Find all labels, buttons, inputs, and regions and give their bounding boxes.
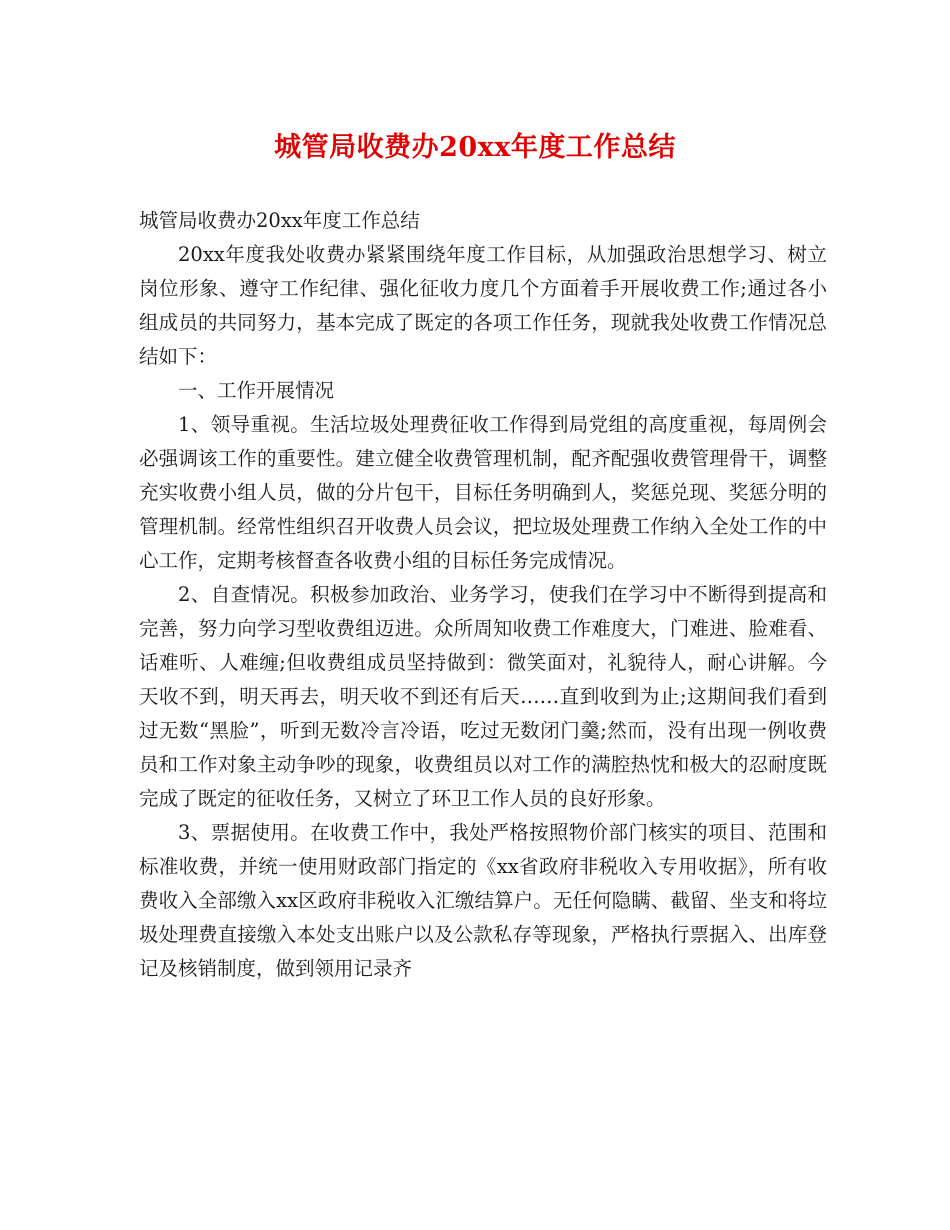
- paragraph-leadership: 1、领导重视。生活垃圾处理费征收工作得到局党组的高度重视，每周例会必强调该工作的重要性。建立健全收费管理机制，配齐配强收费管理骨干，调整充实收费小组人员，做的分片包干，目标任务明确到人，奖惩兑现、奖惩分明的管理机制。经常性组织召开收费人员会议，把垃圾处理费工作纳入全处工作的中心工作，定期考核督查各收费小组的目标任务完成情况。: [139, 413, 827, 572]
- paragraph-self-check: 2、自查情况。积极参加政治、业务学习，使我们在学习中不断得到提高和完善，努力向学习型收费组迈进。众所周知收费工作难度大，门难进、脸难看、话难听、人难缠;但收费组成员坚持做到：微笑面对，礼貌待人，耐心讲解。今天收不到，明天再去，明天收不到还有后天……直到收到为止;这期间我们看到过无数“黑脸”，听到无数冷言冷语，吃过无数闭门羹;然而，没有出现一例收费员和工作对象主动争吵的现象，收费组员以对工作的满腔热忱和极大的忍耐度既完成了既定的征收任务，又树立了环卫工作人员的良好形象。: [139, 583, 827, 810]
- document-title: 城管局收费办20xx年度工作总结: [274, 132, 676, 163]
- document-body: [139, 204, 827, 986]
- paragraph-receipts: 3、票据使用。在收费工作中，我处严格按照物价部门核实的项目、范围和标准收费，并统一使用财政部门指定的《xx省政府非税收入专用收据》，所有收费收入全部缴入xx区政府非税收入汇缴结算户。无任何隐瞒、截留、坐支和将垃圾处理费直接缴入本处支出账户以及公款私存等现象，严格执行票据入、出库登记及核销制度，做到领用记录齐: [139, 821, 827, 980]
- section-heading: 一、工作开展情况: [178, 379, 335, 402]
- document-subtitle: 城管局收费办20xx年度工作总结: [139, 209, 420, 232]
- paragraph-intro: 20xx年度我处收费办紧紧围绕年度工作目标，从加强政治思想学习、树立岗位形象、遵守工作纪律、强化征收力度几个方面着手开展收费工作;通过各小组成员的共同努力，基本完成了既定的各项工作任务，现就我处收费工作情况总结如下：: [139, 243, 827, 368]
